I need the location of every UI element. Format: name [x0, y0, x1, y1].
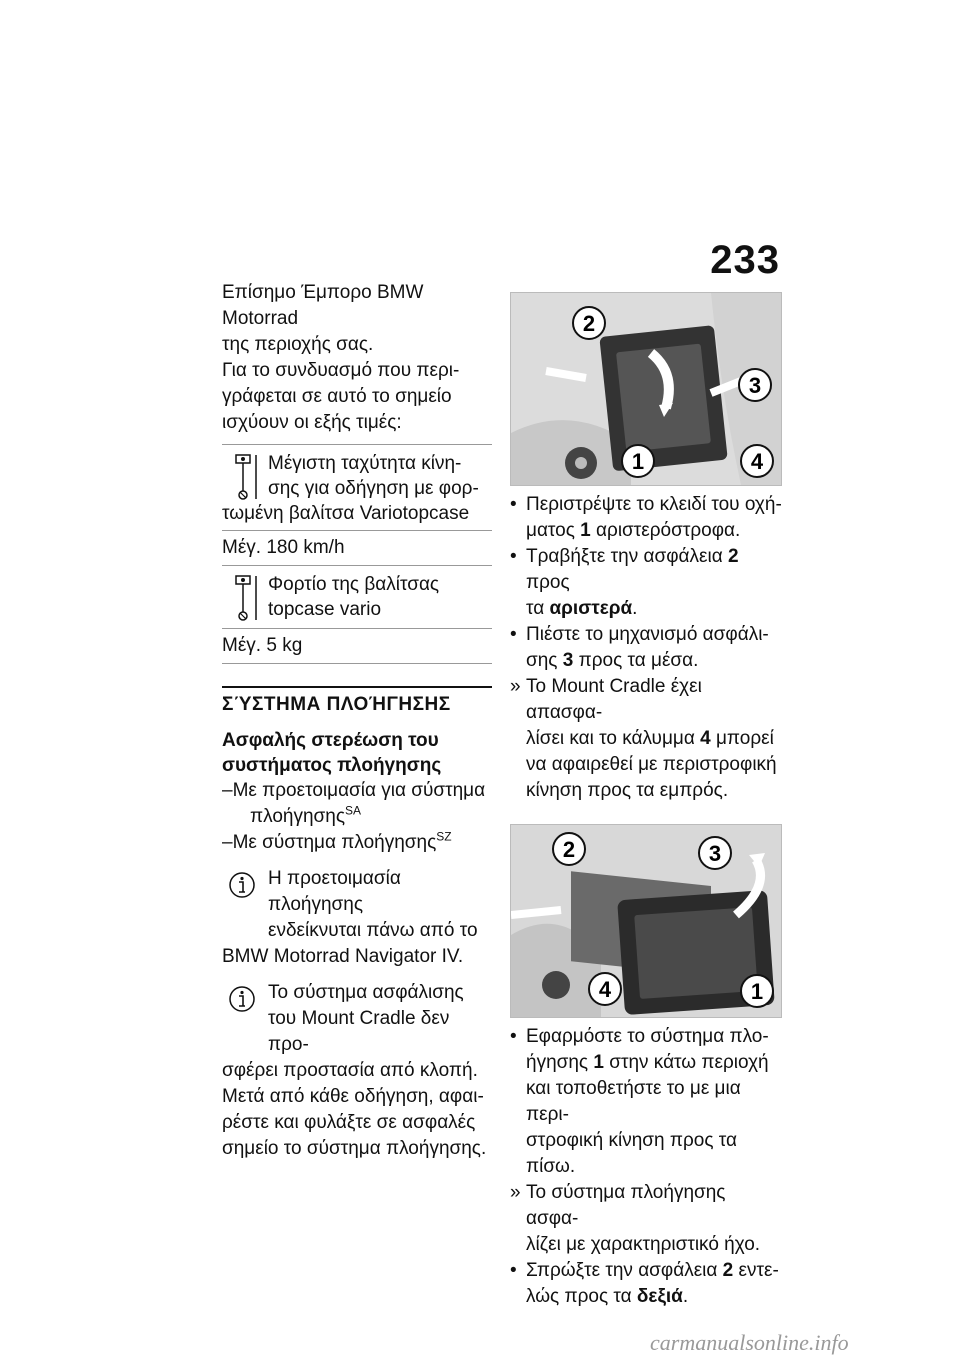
step-ref: 1 — [580, 520, 591, 541]
spec-title-line: Μέγιστη ταχύτητα κίνη- — [268, 453, 462, 474]
step-text: ματος — [526, 520, 581, 541]
step-ref: 2 — [727, 546, 739, 567]
step-text: Σπρώξτε την ασφάλεια — [526, 1260, 723, 1281]
option-item — [222, 778, 492, 830]
step-text: και τοποθετήστε το με μια περι- — [526, 1078, 741, 1125]
step-text: Τραβήξτε την ασφάλεια — [526, 546, 728, 567]
intro-line: της περιοχής σας. — [222, 334, 374, 355]
step-item — [510, 492, 782, 544]
step-text: λώς προς τα — [526, 1286, 637, 1307]
step-text: Εφαρμόστε το σύστημα πλο- — [526, 1026, 769, 1047]
figure-label: 4 — [750, 449, 764, 474]
step-text: σης — [526, 650, 563, 671]
intro-line: Επίσημο Έμπορο BMW Motorrad — [222, 282, 424, 329]
step-text: τα — [526, 598, 550, 619]
info-note — [222, 980, 492, 1162]
step-item — [510, 544, 782, 622]
step-item — [510, 1024, 782, 1180]
figure-label: 3 — [748, 373, 762, 398]
bullet-marker: • — [510, 494, 517, 515]
step-ref: 2 — [722, 1260, 734, 1281]
spec-table-speed — [222, 444, 492, 566]
step-text: ήγησης — [526, 1052, 594, 1073]
left-column — [222, 280, 492, 1162]
figure-remove-navigator — [510, 292, 782, 486]
step-text: . — [632, 598, 638, 619]
step-text: εντε- — [733, 1260, 779, 1281]
figure-label: 3 — [708, 841, 722, 866]
info-icon — [228, 870, 256, 900]
result-item — [510, 674, 782, 804]
step-item — [510, 1258, 782, 1310]
step-text: Περιστρέψτε το κλειδί του οχή- — [526, 494, 782, 515]
info-icon — [228, 984, 256, 1014]
step-text: λίζει με χαρακτηριστικό ήχο. — [526, 1234, 761, 1255]
option-text: –Με σύστημα πλοήγησης — [222, 832, 437, 853]
info-line: Το σύστημα ασφάλισης — [268, 982, 464, 1003]
step-text: προς τα μέσα. — [573, 650, 699, 671]
figure-1-illustration — [511, 293, 781, 485]
figure-install-navigator — [510, 824, 782, 1018]
step-text: αριστερόστροφα. — [590, 520, 741, 541]
spec-header — [222, 566, 492, 629]
info-line: Η προετοιμασία πλοήγησης — [268, 868, 401, 915]
spec-title-line: σης για οδήγηση με φορ- — [268, 478, 479, 499]
info-line: σφέρει προστασία από κλοπή. — [222, 1060, 478, 1081]
step-text: . — [682, 1286, 689, 1307]
figure-label: 1 — [750, 979, 764, 1004]
subsection-title-line: συστήματος πλοήγησης — [222, 755, 442, 776]
bullet-marker: • — [510, 1026, 517, 1047]
bullet-marker: • — [510, 546, 517, 567]
step-item — [510, 622, 782, 674]
step-ref: 3 — [562, 650, 574, 671]
option-code: SA — [344, 803, 361, 818]
topcase-load-icon — [232, 453, 260, 501]
section-title: ΣΎΣΤΗΜΑ ΠΛΟΉΓΗΣΗΣ — [222, 686, 492, 716]
spec-value: Μέγ. 180 km/h — [222, 537, 345, 558]
figure-label: 4 — [598, 977, 612, 1002]
step-ref: 1 — [593, 1052, 604, 1073]
step-text: Το Mount Cradle έχει απασφα- — [526, 676, 702, 723]
topcase-load-icon — [232, 574, 260, 622]
spec-value: Μέγ. 5 kg — [222, 635, 303, 656]
step-text: προς — [526, 572, 570, 593]
result-item — [510, 1180, 782, 1258]
right-column — [510, 292, 782, 1310]
step-ref: δεξιά — [636, 1286, 683, 1307]
step-text: στροφική κίνηση προς τα πίσω. — [526, 1130, 737, 1177]
intro-line: ισχύουν οι εξής τιμές: — [222, 412, 402, 433]
figure-label: 2 — [582, 311, 596, 336]
spec-title-line: topcase vario — [268, 599, 382, 620]
step-ref: 4 — [700, 728, 711, 749]
figure-2-illustration — [511, 825, 781, 1017]
info-note — [222, 866, 492, 970]
bullet-marker: • — [510, 1260, 517, 1281]
step-text: λίσει και το κάλυμμα — [526, 728, 701, 749]
figure-label: 2 — [562, 837, 576, 862]
info-line: σημείο το σύστημα πλοήγησης. — [222, 1138, 487, 1159]
intro-line: Για το συνδυασμό που περι- — [222, 360, 460, 381]
step-text: μπορεί — [710, 728, 774, 749]
option-code: SZ — [436, 829, 452, 844]
bullet-marker: • — [510, 624, 517, 645]
option-text: –Με προετοιμασία για σύστημα — [222, 780, 486, 801]
subsection-title-line: Ασφαλής στερέωση του — [222, 730, 439, 751]
figure-label: 1 — [631, 449, 645, 474]
info-line: του Mount Cradle δεν προ- — [268, 1008, 450, 1055]
watermark: carmanualsonline.info — [650, 1330, 849, 1355]
step-text: να αφαιρεθεί με περιστροφική — [526, 754, 777, 775]
spec-header — [222, 445, 492, 531]
step-text: Πιέστε το μηχανισμό ασφάλι- — [526, 624, 769, 645]
page-number: 233 — [710, 238, 780, 282]
option-text: πλοήγησης — [250, 806, 345, 827]
option-item — [222, 830, 492, 856]
step-text: στην κάτω περιοχή — [603, 1052, 769, 1073]
result-marker: » — [510, 676, 521, 697]
step-ref: αριστερά — [549, 598, 633, 619]
spec-title-line: τωμένη βαλίτσα Variotopcase — [222, 503, 470, 524]
step-text: κίνηση προς τα εμπρός. — [526, 780, 729, 801]
step-text: Το σύστημα πλοήγησης ασφα- — [526, 1182, 726, 1229]
info-line: ρέστε και φυλάξτε σε ασφαλές — [222, 1112, 476, 1133]
intro-line: γράφεται σε αυτό το σημείο — [222, 386, 452, 407]
subsection-title — [222, 728, 492, 778]
info-line: Μετά από κάθε οδήγηση, αφαι- — [222, 1086, 484, 1107]
spec-title-line: Φορτίο της βαλίτσας — [268, 574, 440, 595]
info-line: ενδείκνυται πάνω από το — [268, 920, 478, 941]
spec-table-load — [222, 566, 492, 664]
result-marker: » — [510, 1182, 521, 1203]
info-line: BMW Motorrad Navigator IV. — [222, 946, 464, 967]
